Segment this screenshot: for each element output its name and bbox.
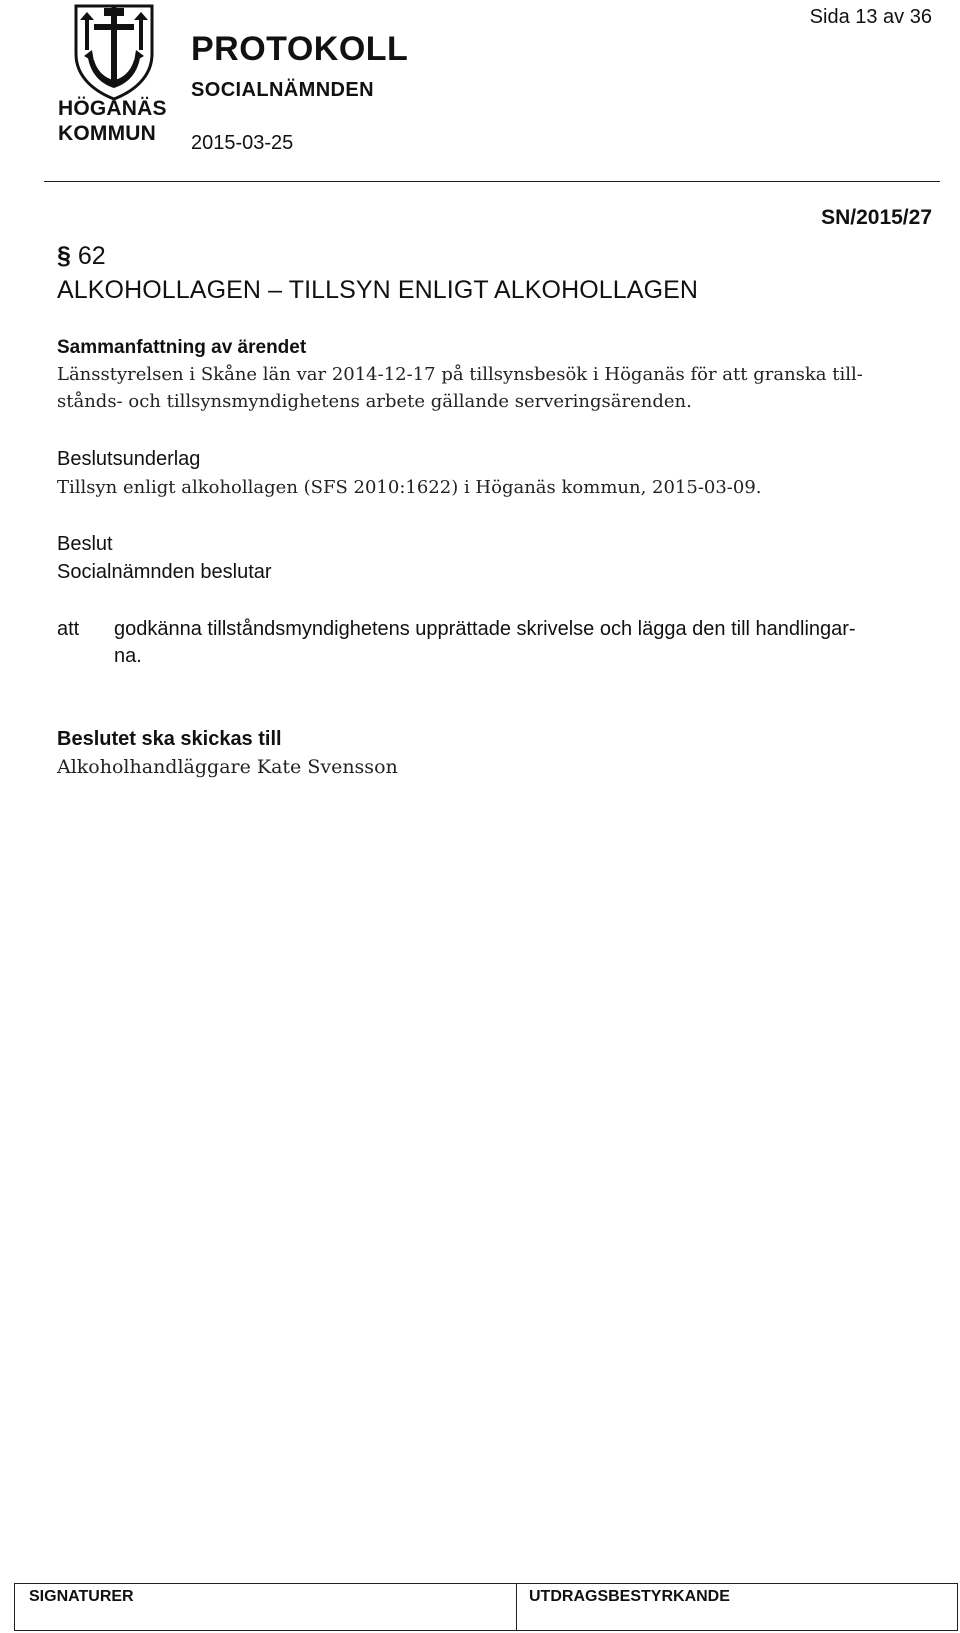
org-name-line2: KOMMUN	[58, 122, 157, 145]
anchor-crest-icon	[58, 2, 170, 102]
section-title: ALKOHOLLAGEN – TILLSYN ENLIGT ALKOHOLLAGEN	[57, 276, 699, 304]
signatures-label: SIGNATURER	[29, 1588, 134, 1605]
decision-heading: Beslut	[57, 533, 113, 555]
extract-certification-label: UTDRAGSBESTYRKANDE	[529, 1588, 730, 1605]
summary-heading: Sammanfattning av ärendet	[57, 337, 307, 358]
organization-name	[58, 96, 188, 146]
footer-divider	[516, 1584, 517, 1630]
distribution-heading: Beslutet ska skickas till	[57, 728, 282, 750]
summary-line-1: Länsstyrelsen i Skåne län var 2014-12-17 på tillsynsbesök i Höganäs för att granska till-	[57, 364, 863, 385]
paragraph-number-value: 62	[77, 242, 106, 270]
committee-name: SOCIALNÄMNDEN	[191, 79, 374, 101]
document-title: PROTOKOLL	[191, 30, 409, 68]
basis-heading: Beslutsunderlag	[57, 448, 201, 470]
header-divider	[44, 181, 940, 182]
signature-footer-table	[14, 1583, 958, 1631]
decision-att-label: att	[57, 618, 80, 640]
meeting-date: 2015-03-25	[191, 132, 294, 154]
decision-text-line-1: godkänna tillståndsmyndighetens upprättade skrivelse och lägga den till handlingar-	[114, 618, 856, 640]
decision-text-line-2: na.	[114, 645, 142, 667]
org-name-line1: HÖGANÄS	[58, 97, 167, 120]
paragraph-symbol: §	[57, 242, 71, 270]
distribution-recipient: Alkoholhandläggare Kate Svensson	[57, 756, 398, 778]
summary-line-2: stånds- och tillsynsmyndighetens arbete gällande serveringsärenden.	[57, 391, 692, 412]
decision-intro: Socialnämnden beslutar	[57, 561, 272, 583]
page-number: Sida 13 av 36	[809, 6, 932, 28]
case-number: SN/2015/27	[821, 206, 932, 229]
basis-text: Tillsyn enligt alkohollagen (SFS 2010:1622) i Höganäs kommun, 2015-03-09.	[57, 477, 762, 498]
paragraph-number	[57, 242, 106, 271]
